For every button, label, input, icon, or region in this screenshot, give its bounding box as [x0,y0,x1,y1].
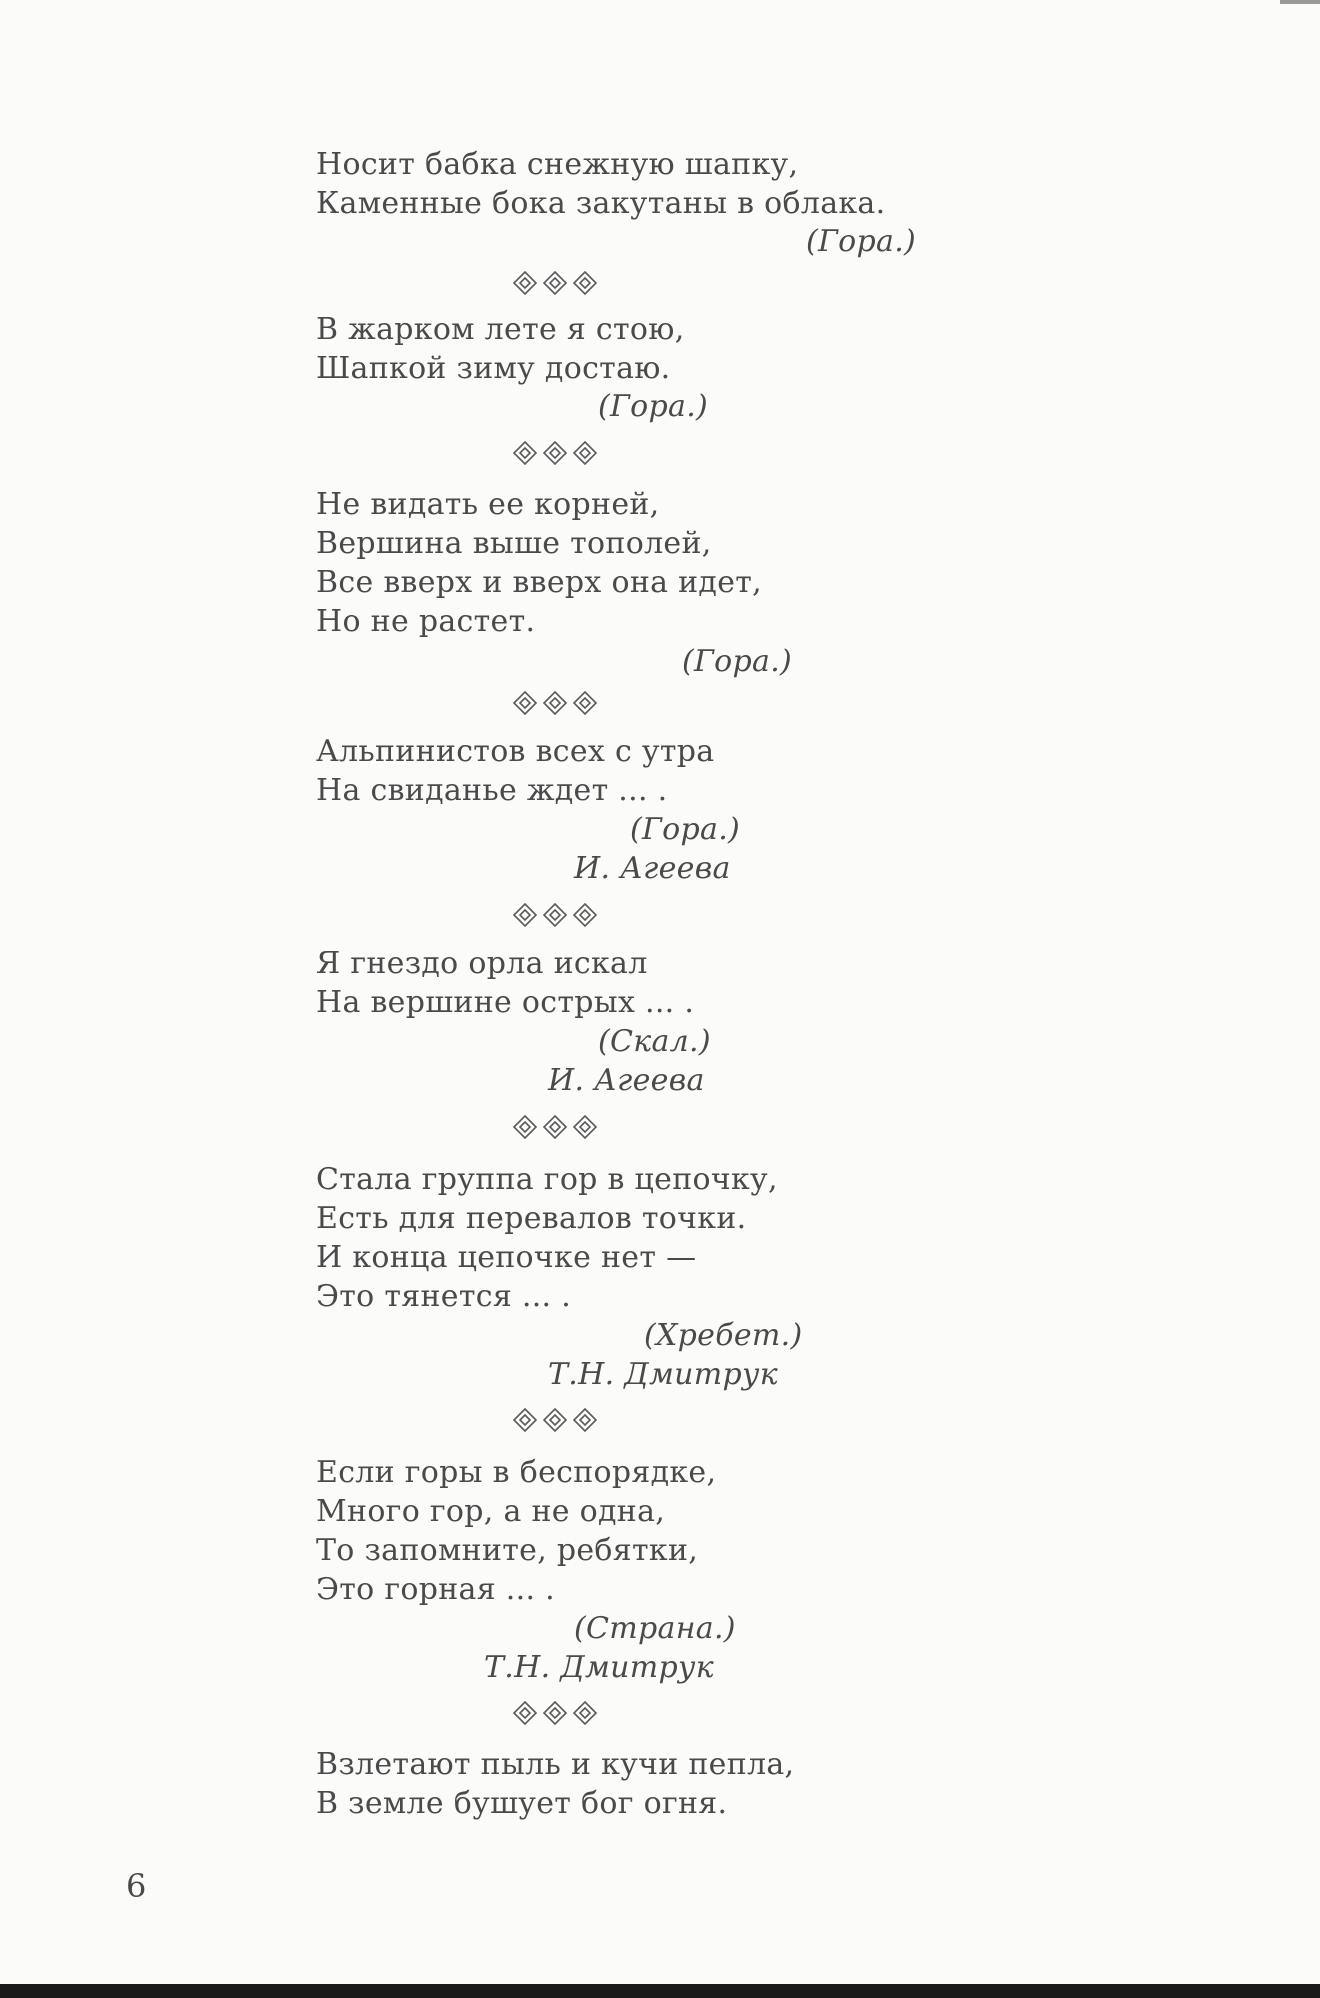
riddle-answer: (Гора.) [630,812,741,847]
riddle-line: На свиданье ждет ... . [316,773,668,808]
riddle-line: Взлетают пыль и кучи пепла, [316,1747,795,1782]
riddle-line: Стала группа гор в цепочку, [316,1162,778,1197]
riddle-line: Все вверх и вверх она идет, [316,565,762,600]
riddle-line: В жарком лете я стою, [316,312,685,347]
riddle-answer: (Гора.) [598,389,709,424]
diamond-separator-icon [510,900,600,930]
riddle-answer: (Гора.) [806,224,917,259]
diamond-separator-icon [510,268,600,298]
riddle-line: На вершине острых ... . [316,985,695,1020]
riddle-answer: (Гора.) [682,644,793,679]
scan-edge-mark [1280,0,1320,4]
riddle-answer: (Скал.) [598,1024,711,1059]
riddle-answer: (Хребет.) [644,1318,803,1353]
riddle-line: Если горы в беспорядке, [316,1455,717,1490]
riddle-line: То запомните, ребятки, [316,1533,699,1568]
riddle-line: И конца цепочке нет — [316,1240,697,1275]
riddle-line: Это горная ... . [316,1572,555,1607]
diamond-separator-icon [510,438,600,468]
diamond-separator-icon [510,1698,600,1728]
riddle-answer: (Страна.) [574,1611,736,1646]
page-number: 6 [126,1867,147,1905]
riddle-author: И. Агеева [574,851,731,886]
riddle-line: Я гнездо орла искал [316,946,648,981]
riddle-line: Но не растет. [316,604,536,639]
riddle-author: Т.Н. Дмитрук [548,1357,778,1392]
scan-bottom-edge [0,1984,1320,1998]
riddle-line: Это тянется ... . [316,1279,572,1314]
riddle-line: Есть для перевалов точки. [316,1201,747,1236]
riddle-line: Шапкой зиму достаю. [316,351,671,386]
riddle-line: Не видать ее корней, [316,487,660,522]
riddle-line: Много гор, а не одна, [316,1494,666,1529]
diamond-separator-icon [510,688,600,718]
diamond-separator-icon [510,1112,600,1142]
riddle-author: Т.Н. Дмитрук [484,1650,714,1685]
riddle-author: И. Агеева [548,1063,705,1098]
riddle-line: В земле бушует бог огня. [316,1786,728,1821]
riddle-line: Альпинистов всех с утра [316,734,715,769]
riddle-line: Вершина выше тополей, [316,526,712,561]
diamond-separator-icon [510,1405,600,1435]
riddle-line: Каменные бока закутаны в облака. [316,186,886,221]
riddle-line: Носит бабка снежную шапку, [316,147,799,182]
